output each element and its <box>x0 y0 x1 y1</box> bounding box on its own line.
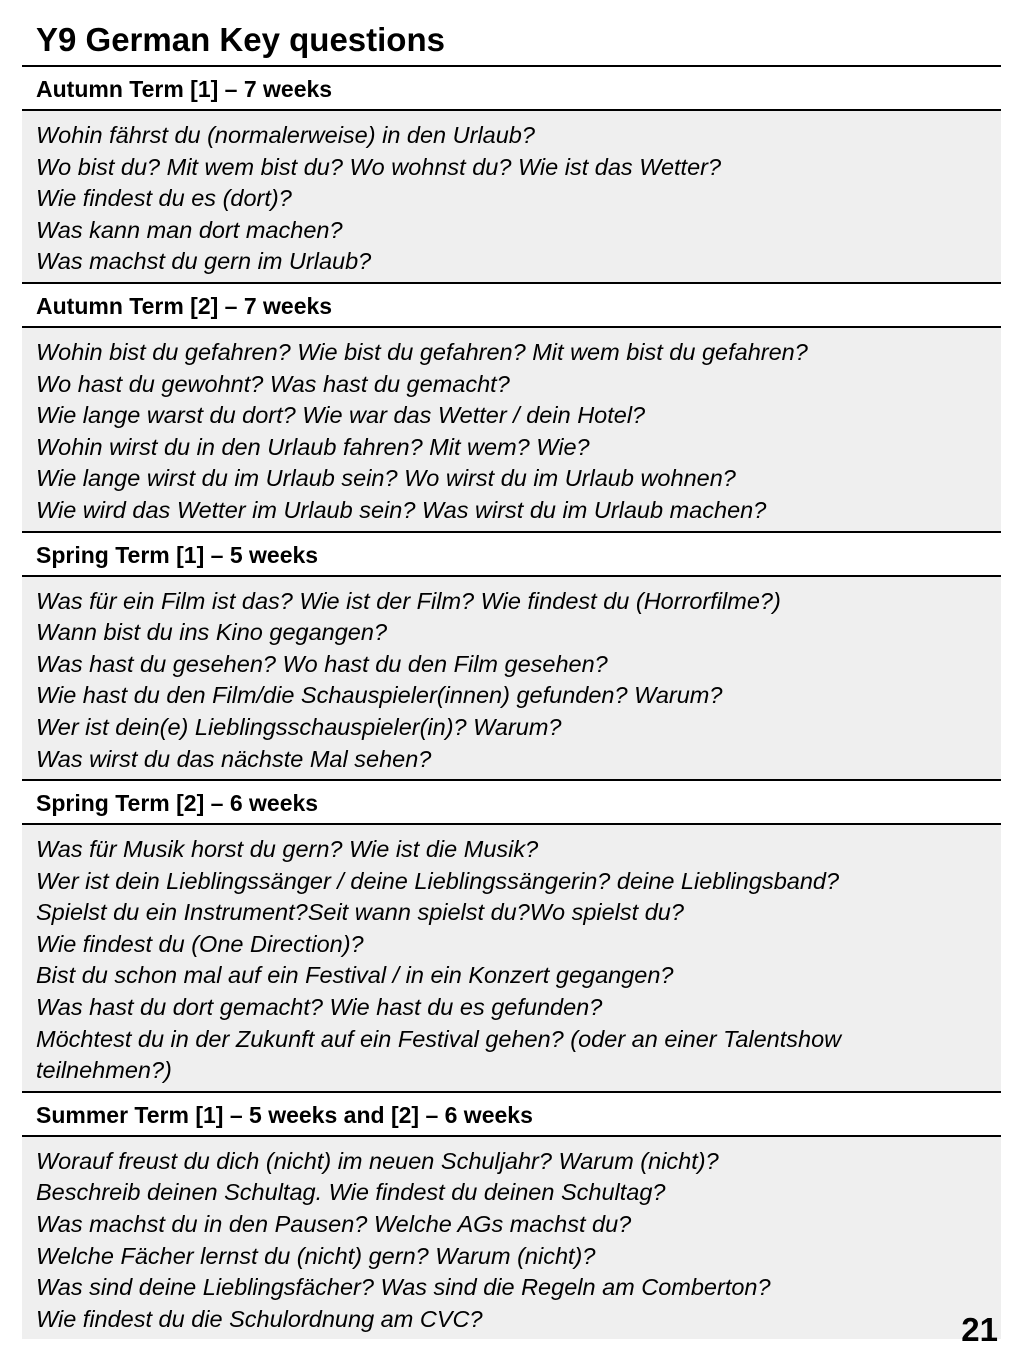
term-section <box>22 65 1001 282</box>
term-section <box>22 531 1001 780</box>
question-line: Wer ist dein(e) Lieblingsschauspieler(in)? Warum? <box>36 713 562 740</box>
question-line: Wie findest du die Schulordnung am CVC? <box>36 1305 483 1332</box>
section-header: Spring Term [1] – 5 weeks <box>22 531 1001 577</box>
page-title: Y9 German Key questions <box>36 21 445 58</box>
question-line: Spielst du ein Instrument?Seit wann spielst du?Wo spielst du? <box>36 899 684 926</box>
question-line: Was machst du gern im Urlaub? <box>36 248 372 275</box>
section-header: Autumn Term [2] – 7 weeks <box>22 282 1001 328</box>
question-line: Was wirst du das nächste Mal sehen? <box>36 745 432 772</box>
question-line: Was machst du in den Pausen? Welche AGs machst du? <box>36 1211 632 1238</box>
question-line: Welche Fächer lernst du (nicht) gern? Warum (nicht)? <box>36 1242 596 1269</box>
page-number: 21 <box>961 1311 998 1348</box>
question-line: Wie findest du es (dort)? <box>36 185 292 212</box>
question-line: Wie lange wirst du im Urlaub sein? Wo wirst du im Urlaub wohnen? <box>36 465 736 492</box>
question-line: Wie wird das Wetter im Urlaub sein? Was wirst du im Urlaub machen? <box>36 496 767 523</box>
question-line: Was kann man dort machen? <box>36 216 343 243</box>
question-line: Wo hast du gewohnt? Was hast du gemacht? <box>36 370 510 397</box>
question-list <box>22 1137 1001 1340</box>
question-list <box>22 111 1001 282</box>
question-line: Möchtest du in der Zukunft auf ein Festival gehen? (oder an einer Talentshow <box>36 1025 842 1052</box>
question-line: Was für ein Film ist das? Wie ist der Film? Wie findest du (Horrorfilme?) <box>36 587 781 614</box>
question-line: Wer ist dein Lieblingssänger / deine Lieblingssängerin? deine Lieblingsband? <box>36 867 840 894</box>
term-section <box>22 1091 1001 1340</box>
question-line: Beschreib deinen Schultag. Wie findest du deinen Schultag? <box>36 1179 666 1206</box>
section-header: Summer Term [1] – 5 weeks and [2] – 6 weeks <box>22 1091 1001 1137</box>
term-sections <box>22 65 1001 1339</box>
question-line: Was sind deine Lieblingsfächer? Was sind die Regeln am Comberton? <box>36 1274 771 1301</box>
question-line: Wie lange warst du dort? Wie war das Wetter / dein Hotel? <box>36 402 646 429</box>
question-line: Wie hast du den Film/die Schauspieler(innen) gefunden? Warum? <box>36 682 723 709</box>
question-list <box>22 328 1001 531</box>
section-header: Spring Term [2] – 6 weeks <box>22 779 1001 825</box>
question-line: Was hast du dort gemacht? Wie hast du es gefunden? <box>36 994 603 1021</box>
question-line: teilnehmen?) <box>36 1057 172 1084</box>
question-list <box>22 825 1001 1091</box>
question-line: Wohin fährst du (normalerweise) in den Urlaub? <box>36 122 535 148</box>
question-line: Wohin bist du gefahren? Wie bist du gefahren? Mit wem bist du gefahren? <box>36 338 808 365</box>
question-line: Was hast du gesehen? Wo hast du den Film gesehen? <box>36 650 608 677</box>
question-line: Bist du schon mal auf ein Festival / in ein Konzert gegangen? <box>36 962 674 989</box>
question-line: Was für Musik horst du gern? Wie ist die Musik? <box>36 836 539 863</box>
question-list <box>22 577 1001 780</box>
question-line: Wo bist du? Mit wem bist du? Wo wohnst du? Wie ist das Wetter? <box>36 153 722 180</box>
term-section <box>22 282 1001 531</box>
question-line: Worauf freust du dich (nicht) im neuen Schuljahr? Warum (nicht)? <box>36 1147 719 1174</box>
term-section <box>22 779 1001 1091</box>
question-line: Wie findest du (One Direction)? <box>36 930 364 957</box>
question-line: Wohin wirst du in den Urlaub fahren? Mit wem? Wie? <box>36 433 590 460</box>
question-line: Wann bist du ins Kino gegangen? <box>36 619 388 646</box>
section-header: Autumn Term [1] – 7 weeks <box>22 65 1001 111</box>
